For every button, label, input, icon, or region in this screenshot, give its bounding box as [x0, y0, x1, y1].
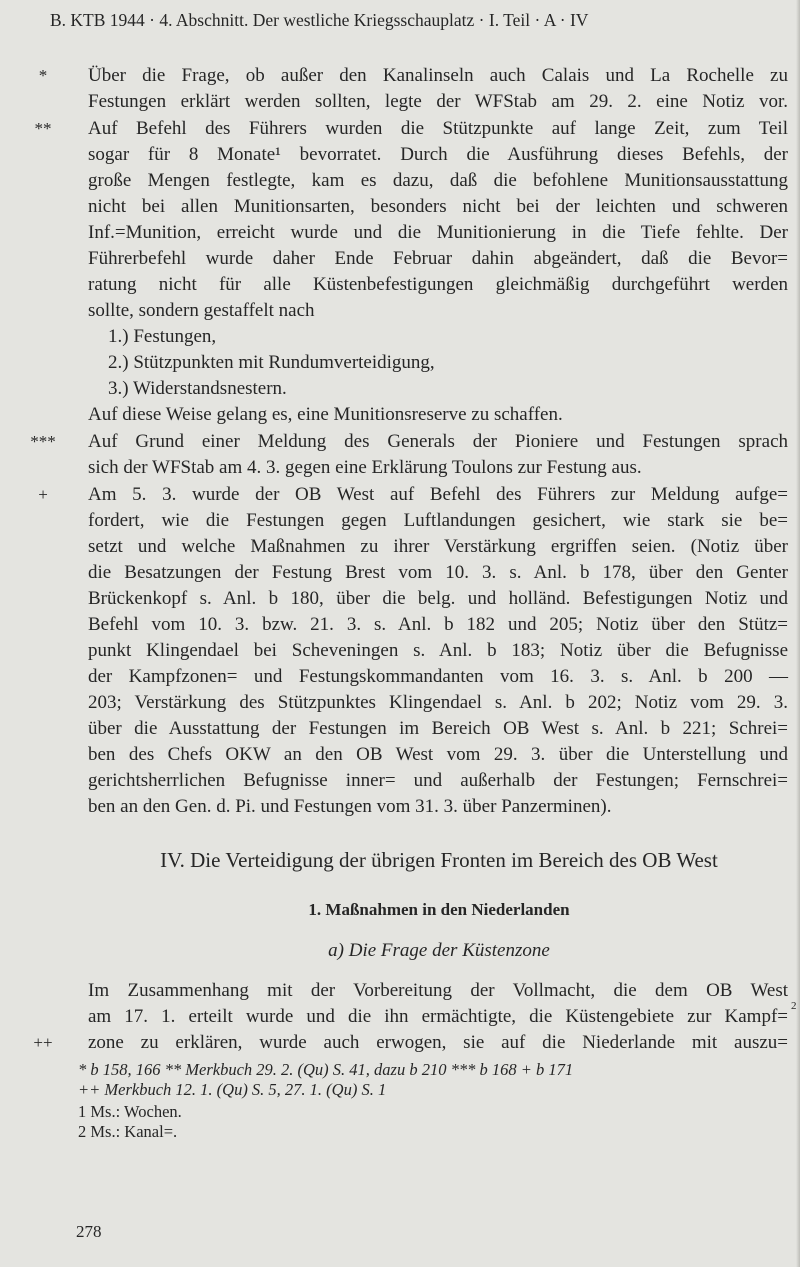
text-line: Auf Befehl des Führers wurden die Stützpunkte auf lange Zeit, zum Teil [88, 118, 788, 139]
subsection-heading: 1. Maßnahmen in den Niederlanden [308, 900, 570, 919]
text-line: die Besatzungen der Festung Brest vom 10. 3. s. Anl. b 178, über den Genter [88, 562, 788, 583]
text-line: sollte, sondern gestaffelt nach [88, 300, 315, 321]
text-line: Im Zusammenhang mit der Vorbereitung der Vollmacht, die dem OB West [88, 980, 788, 1001]
page-number: 278 [76, 1222, 102, 1241]
book-spine-shadow [796, 0, 800, 1267]
text-line: ben des Chefs OKW an den OB West vom 29. 3. über die Unterstellung und [88, 744, 788, 765]
text-line: Führerbefehl wurde daher Ende Februar dahin abgeändert, daß die Bevor= [88, 248, 788, 269]
source-note: ++ Merkbuch 12. 1. (Qu) S. 5, 27. 1. (Qu) S. 1 [78, 1080, 387, 1099]
margin-footnote-ref: 2 [791, 1000, 797, 1012]
text-line: zone zu erklären, wurde auch erwogen, sie auf die Niederlande mit auszu= [88, 1032, 788, 1053]
margin-note-mark: * [38, 66, 48, 85]
running-header: B. KTB 1944 · 4. Abschnitt. Der westliche Kriegsschauplatz · I. Teil · A · IV [50, 10, 589, 30]
text-line: Befehl vom 10. 3. bzw. 21. 3. s. Anl. b 182 und 205; Notiz über den Stütz= [88, 614, 788, 635]
text-line: gerichtsherrlichen Befugnisse inner= und außerhalb der Festungen; Fernschrei= [88, 770, 788, 791]
footnote: 1 Ms.: Wochen. [78, 1102, 182, 1121]
text-line: 3.) Widerstandsnestern. [108, 378, 287, 399]
text-line: fordert, wie die Festungen gegen Luftlandungen gesichert, wie stark sie be= [88, 510, 788, 531]
text-line: der Kampfzonen= und Festungskommandanten vom 16. 3. s. Anl. b 200 — [88, 666, 788, 687]
text-line: große Mengen festlegte, kam es dazu, daß die befohlene Munitionsausstattung [88, 170, 788, 191]
text-line: Festungen erklärt werden sollten, legte der WFStab am 29. 2. eine Notiz vor. [88, 91, 788, 112]
text-line: am 17. 1. erteilt wurde und die ihn ermächtigte, die Küstengebiete zur Kampf= [88, 1006, 788, 1027]
text-line: Brückenkopf s. Anl. b 180, über die belg. und holländ. Befestigungen Notiz und [88, 588, 788, 609]
source-note: * b 158, 166 ** Merkbuch 29. 2. (Qu) S. 41, dazu b 210 *** b 168 + b 171 [78, 1060, 574, 1079]
text-line: ratung nicht für alle Küstenbefestigungen gleichmäßig durchgeführt werden [88, 274, 788, 295]
text-line: nicht bei allen Munitionsarten, besonders nicht bei der leichten und schweren [88, 196, 788, 217]
text-line: Auf diese Weise gelang es, eine Munitionsreserve zu schaffen. [88, 404, 563, 425]
margin-note-mark: *** [30, 432, 56, 451]
text-line: Inf.=Munition, erreicht wurde und die Munitionierung in die Tiefe fehlte. Der [88, 222, 788, 243]
margin-note-mark: ++ [33, 1033, 53, 1052]
text-line: 2.) Stützpunkten mit Rundumverteidigung, [108, 352, 435, 373]
text-line: sogar für 8 Monate¹ bevorratet. Durch die Ausführung dieses Befehls, der [88, 144, 788, 165]
text-line: sich der WFStab am 4. 3. gegen eine Erklärung Toulons zur Festung aus. [88, 457, 642, 478]
text-line: Auf Grund einer Meldung des Generals der Pioniere und Festungen sprach [88, 431, 788, 452]
text-line: punkt Klingendael bei Scheveningen s. Anl. b 183; Notiz über die Befugnisse [88, 640, 788, 661]
subsubsection-heading: a) Die Frage der Küstenzone [328, 940, 550, 961]
text-line: Am 5. 3. wurde der OB West auf Befehl des Führers zur Meldung aufge= [88, 484, 788, 505]
section-heading: IV. Die Verteidigung der übrigen Fronten im Bereich des OB West [160, 848, 718, 872]
footnote: 2 Ms.: Kanal=. [78, 1122, 178, 1141]
text-line: 1.) Festungen, [108, 326, 217, 347]
text-line: setzt und welche Maßnahmen zu ihrer Verstärkung ergriffen seien. (Notiz über [88, 536, 788, 557]
text-line: 203; Verstärkung des Stützpunktes Klingendael s. Anl. b 202; Notiz vom 29. 3. [88, 692, 788, 713]
text-line: Über die Frage, ob außer den Kanalinseln auch Calais und La Rochelle zu [88, 65, 788, 86]
margin-note-mark: + [38, 485, 48, 504]
text-line: über die Ausstattung der Festungen im Bereich OB West s. Anl. b 221; Schrei= [88, 718, 788, 739]
margin-note-mark: ** [34, 119, 52, 138]
text-line: ben an den Gen. d. Pi. und Festungen vom 31. 3. über Panzerminen). [88, 796, 612, 817]
